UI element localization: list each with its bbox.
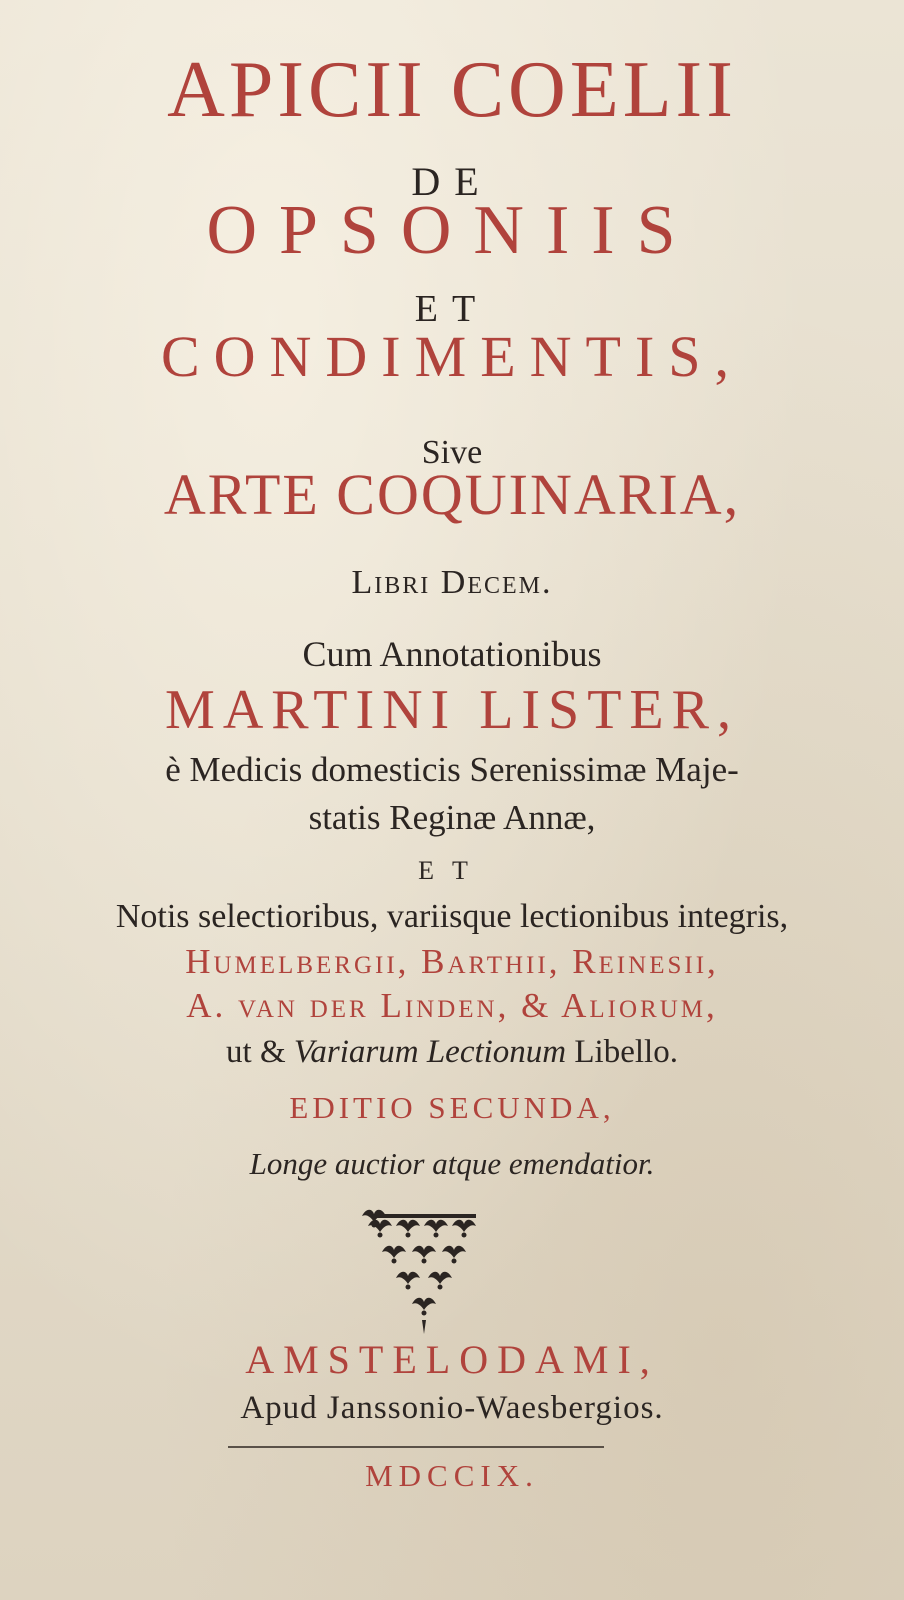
imprint-publisher: Apud Janssonio-Waesbergios. [240, 1390, 664, 1426]
title-condimentis: CONDIMENTIS, [160, 324, 744, 389]
title-et: ET [414, 288, 490, 330]
cum-annotationibus: Cum Annotationibus [302, 634, 602, 674]
et-conjunction: ET [418, 856, 486, 885]
notis-line: Notis selectioribus, variisque lectionibus integris, [115, 898, 789, 935]
title-sive: Sive [421, 434, 483, 471]
edition-statement: EDITIO SECUNDA, [289, 1090, 615, 1125]
editors-line1: Humelbergii, Barthii, Reinesii, [185, 942, 719, 981]
imprint-rule [228, 1446, 604, 1448]
annotator-title-line2: statis Reginæ Annæ, [308, 798, 596, 837]
title-author: APICII COELII [167, 46, 737, 134]
title-arte-coquinaria: ARTE COQUINARIA, [163, 462, 741, 527]
annotator-name: MARTINI LISTER, [165, 679, 739, 741]
imprint-city: AMSTELODAMI, [245, 1337, 659, 1382]
annotator-title-line1: è Medicis domesticis Serenissimæ Maje- [165, 750, 739, 789]
editors-line2: A. van der Linden, & Aliorum, [186, 986, 718, 1025]
title-opsoniis: OPSONIIS [206, 192, 698, 269]
variarum-suffix: Libello. [574, 1034, 678, 1070]
edition-note: Longe auctior atque emendatior. [249, 1146, 655, 1181]
variarum-italic: Variarum Lectionum [293, 1034, 567, 1070]
libri-decem: Libri Decem. [351, 564, 553, 601]
imprint-year: MDCCIX. [365, 1458, 539, 1493]
fleuron-ornament-icon [362, 1208, 486, 1338]
variarum-prefix: ut & [226, 1034, 286, 1070]
variarum-line [0, 1036, 904, 1069]
title-de: DE [411, 159, 493, 204]
